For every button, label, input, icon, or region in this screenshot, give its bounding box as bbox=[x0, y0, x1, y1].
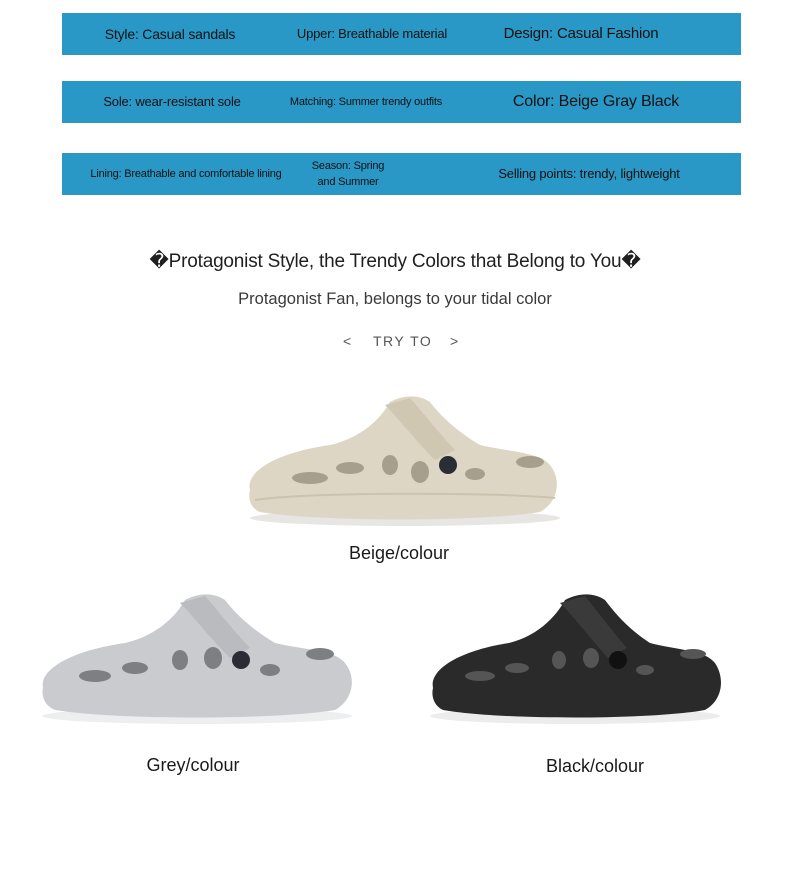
prev-arrow-icon[interactable]: < bbox=[343, 333, 352, 349]
spec-band-3 bbox=[62, 153, 741, 195]
section-title: �Protagonist Style, the Trendy Colors that Belong to You� bbox=[149, 251, 641, 272]
spec-sole: Sole: wear-resistant sole bbox=[103, 94, 241, 109]
black-sandal-image bbox=[425, 588, 730, 728]
beige-label: Beige/colour bbox=[348, 543, 450, 563]
spec-design: Design: Casual Fashion bbox=[503, 25, 659, 42]
spec-upper: Upper: Breathable material bbox=[296, 26, 448, 41]
section-subtitle: Protagonist Fan, belongs to your tidal color bbox=[238, 290, 552, 308]
spec-color: Color: Beige Gray Black bbox=[512, 93, 680, 110]
spec-lining: Lining: Breathable and comfortable lining bbox=[90, 168, 282, 180]
black-label: Black/colour bbox=[545, 756, 645, 776]
next-arrow-icon[interactable]: > bbox=[450, 333, 459, 349]
spec-matching: Matching: Summer trendy outfits bbox=[289, 96, 443, 108]
beige-sandal-image bbox=[240, 390, 570, 530]
spec-selling-points: Selling points: trendy, lightweight bbox=[498, 166, 680, 181]
spec-band-2 bbox=[62, 81, 741, 123]
grey-sandal-image bbox=[35, 588, 360, 728]
carousel-nav bbox=[0, 333, 790, 353]
carousel-label: TRY TO bbox=[373, 333, 433, 349]
spec-band-1 bbox=[62, 13, 741, 55]
grey-label: Grey/colour bbox=[146, 755, 240, 775]
spec-season: Season: Spring and Summer bbox=[311, 160, 385, 188]
spec-style: Style: Casual sandals bbox=[104, 26, 236, 42]
